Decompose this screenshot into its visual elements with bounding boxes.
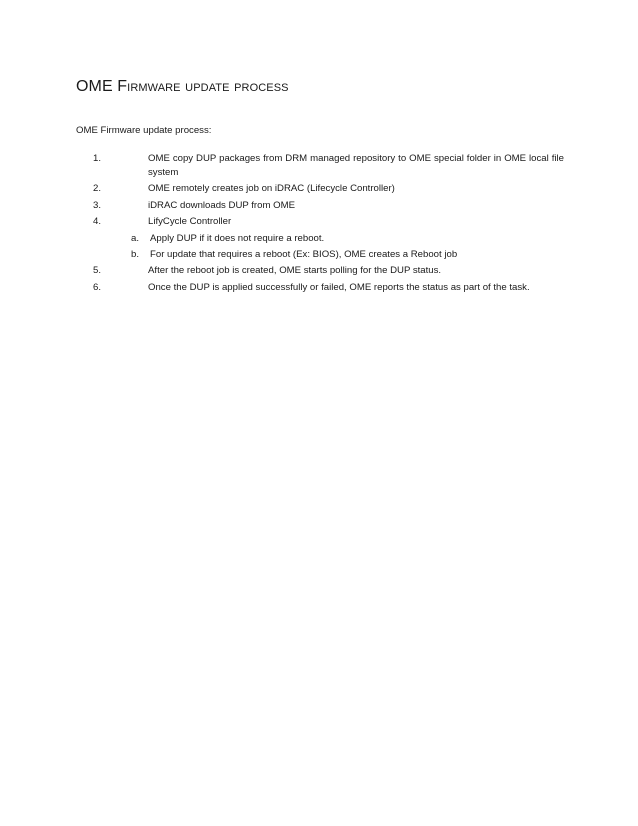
sub-list-item (131, 248, 564, 262)
list-item (76, 215, 564, 229)
steps-list (76, 152, 564, 297)
list-item (76, 182, 564, 196)
list-text: OME remotely creates job on iDRAC (Lifecycle Controller) (148, 183, 395, 195)
list-item (76, 199, 564, 213)
list-number: 1. (93, 153, 102, 164)
list-item (76, 281, 564, 295)
list-number: 2. (93, 183, 102, 195)
list-text: After the reboot job is created, OME starts polling for the DUP status. (148, 265, 442, 277)
list-text: Once the DUP is applied successfully or failed, OME reports the status as part of the task. (148, 281, 530, 293)
intro-text: OME Firmware update process: (76, 125, 212, 136)
list-number: 6. (93, 281, 102, 293)
sub-list-text: For update that requires a reboot (Ex: BIOS), OME creates a Reboot job (150, 248, 458, 260)
sub-list-text: Apply DUP if it does not require a reboot. (150, 232, 325, 244)
sub-list-item (131, 232, 564, 246)
list-number: 5. (93, 265, 102, 277)
list-item (76, 264, 564, 278)
sub-list-letter: b. (131, 248, 140, 260)
page-title: OME Firmware update process (76, 78, 289, 95)
list-text: iDRAC downloads DUP from OME (148, 199, 295, 211)
sub-list-letter: a. (131, 232, 140, 244)
list-item (76, 152, 564, 180)
list-text: LifyCycle Controller (148, 216, 232, 228)
list-number: 4. (93, 216, 102, 228)
list-text: OME copy DUP packages from DRM managed repository to OME special folder in OME local file system (148, 153, 564, 178)
list-number: 3. (93, 199, 102, 211)
